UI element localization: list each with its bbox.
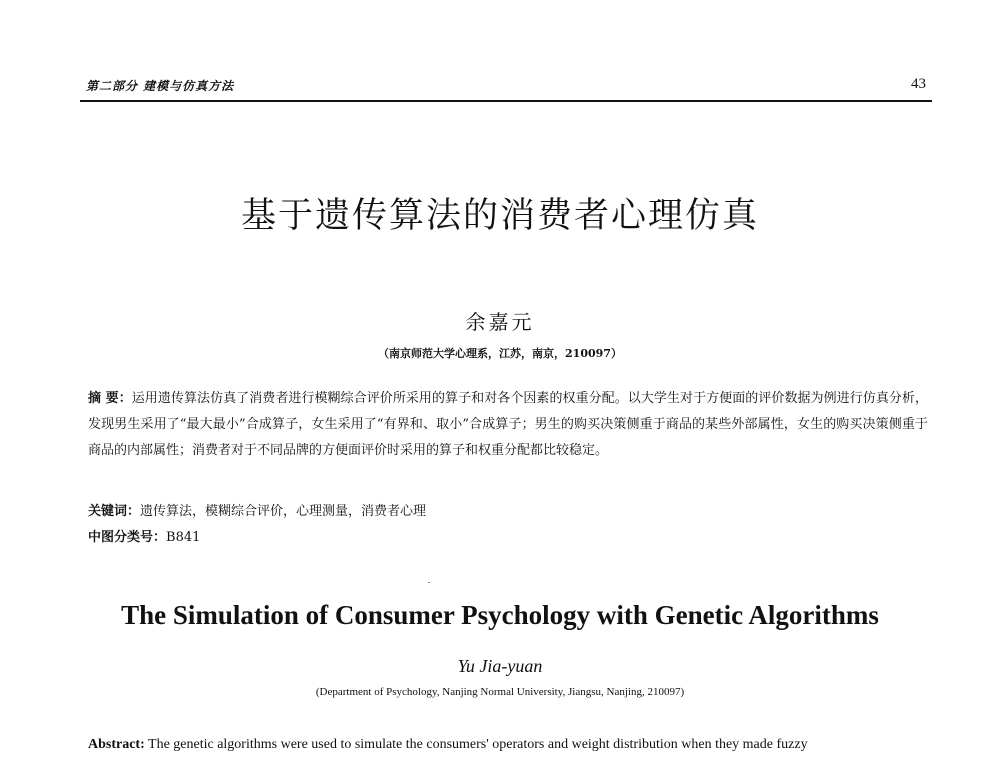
abstract-english-text: The genetic algorithms were used to simulate the consumers' operators and weight distribution when they made fuzzy bbox=[148, 737, 808, 752]
paper-title-chinese: 基于遗传算法的消费者心理仿真 bbox=[240, 196, 759, 236]
print-speck bbox=[428, 582, 430, 583]
abstract-chinese-text: 运用遗传算法仿真了消费者进行模糊综合评价所采用的算子和对各个因素的权重分配。以大学生对于方便面的评价数据为例进行仿真分析，发现男生采用了“最大最小”合成算子，女生采用了“有界和、取小”合成算子；男生的购买决策侧重于商品的某些外部属性，女生的购买决策侧重于商品的内部属性；消费者对于不同品牌的方便面评价时采用的算子和权重分配都比较稳定。 bbox=[88, 391, 928, 458]
affiliation-english: (Department of Psychology, Nanjing Normal University, Jiangsu, Nanjing, 210097) bbox=[315, 686, 685, 698]
paper-title-english: The Simulation of Consumer Psychology with Genetic Algorithms bbox=[121, 600, 879, 630]
author-english: Yu Jia-yuan bbox=[457, 656, 543, 676]
section-title: 第二部分 建模与仿真方法 bbox=[86, 79, 235, 93]
author-chinese: 余嘉元 bbox=[465, 310, 535, 334]
abstract-english bbox=[88, 737, 940, 753]
affiliation-chinese: （南京师范大学心理系，江苏，南京，210097） bbox=[378, 347, 622, 360]
classification-text: B841 bbox=[166, 530, 201, 545]
running-header bbox=[80, 74, 932, 102]
abstract-chinese bbox=[88, 386, 928, 464]
keywords-text: 遗传算法，模糊综合评价，心理测量，消费者心理 bbox=[140, 504, 427, 519]
page-number: 43 bbox=[911, 76, 926, 92]
abstract-english-label: Abstract: bbox=[88, 737, 145, 752]
keywords bbox=[88, 500, 928, 519]
keywords-label: 关键词： bbox=[88, 504, 141, 519]
classification-number bbox=[88, 526, 928, 545]
abstract-chinese-label: 摘 要： bbox=[88, 391, 132, 406]
classification-label: 中图分类号： bbox=[88, 530, 167, 545]
